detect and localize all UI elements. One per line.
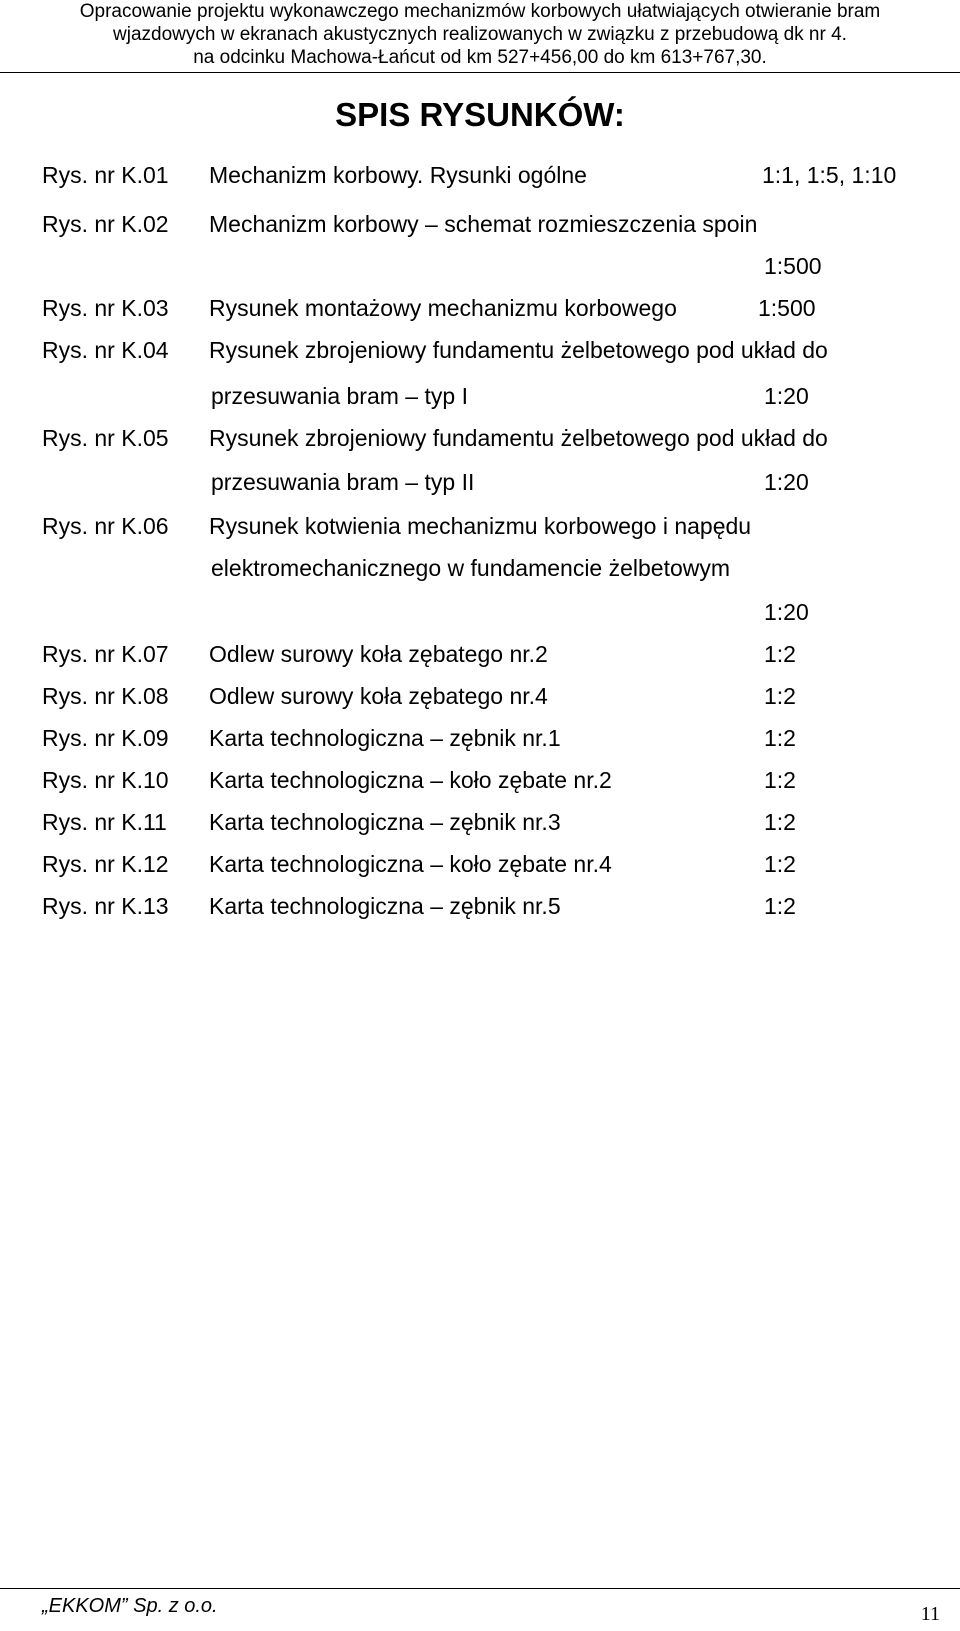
- drawing-ref: Rys. nr K.12: [42, 851, 169, 877]
- page-title: SPIS RYSUNKÓW:: [335, 96, 625, 133]
- drawing-ref: Rys. nr K.10: [42, 767, 169, 793]
- drawing-title-continuation: elektromechanicznego w fundamencie żelbetowym: [211, 555, 731, 581]
- list-item: [42, 209, 922, 239]
- drawing-scale: 1:2: [764, 725, 796, 751]
- drawing-ref: Rys. nr K.03: [42, 295, 169, 321]
- drawing-title: Karta technologiczna – zębnik nr.5: [209, 893, 561, 919]
- drawing-ref: Rys. nr K.09: [42, 725, 169, 751]
- header-line-2: wjazdowych w ekranach akustycznych realizowanych w związku z przebudową dk nr 4.: [113, 24, 847, 45]
- drawing-ref: Rys. nr K.08: [42, 683, 169, 709]
- drawing-title: Karta technologiczna – koło zębate nr.2: [209, 767, 612, 793]
- list-item: [42, 423, 922, 453]
- drawing-ref: Rys. nr K.06: [42, 513, 169, 539]
- drawing-ref: Rys. nr K.02: [42, 211, 169, 237]
- drawing-scale: 1:2: [764, 683, 796, 709]
- drawing-title: Rysunek kotwienia mechanizmu korbowego i napędu: [209, 513, 752, 539]
- drawing-ref: Rys. nr K.07: [42, 641, 169, 667]
- header-line-1: Opracowanie projektu wykonawczego mechanizmów korbowych ułatwiających otwieranie bram: [79, 1, 881, 22]
- list-item-continuation: [42, 381, 922, 411]
- page-footer: [0, 1588, 960, 1631]
- drawing-title-continuation: przesuwania bram – typ II: [211, 469, 475, 495]
- company-name: „EKKOM” Sp. z o.o.: [42, 1595, 218, 1617]
- list-item: [42, 639, 922, 669]
- drawing-title: Mechanizm korbowy – schemat rozmieszczenia spoin: [209, 211, 758, 237]
- drawing-title: Karta technologiczna – koło zębate nr.4: [209, 851, 612, 877]
- drawing-scale: 1:2: [764, 851, 796, 877]
- drawing-scale: 1:20: [764, 383, 809, 409]
- list-item: [42, 160, 922, 190]
- page-header: [0, 0, 960, 73]
- drawing-title: Odlew surowy koła zębatego nr.4: [209, 683, 548, 709]
- drawing-scale: 1:500: [764, 253, 822, 279]
- drawing-scale: 1:20: [764, 469, 809, 495]
- list-item-continuation: [42, 597, 922, 627]
- list-item: [42, 511, 922, 541]
- page-number: 11: [920, 1603, 940, 1625]
- list-item: [42, 891, 922, 921]
- header-line-3: na odcinku Machowa-Łańcut od km 527+456,00 do km 613+767,30.: [193, 47, 767, 68]
- drawing-ref: Rys. nr K.01: [42, 162, 169, 188]
- drawing-scale: 1:1, 1:5, 1:10: [762, 162, 897, 188]
- drawing-title-continuation: przesuwania bram – typ I: [211, 383, 468, 409]
- list-item: [42, 681, 922, 711]
- drawing-title: Karta technologiczna – zębnik nr.1: [209, 725, 561, 751]
- drawing-scale: 1:20: [764, 599, 809, 625]
- drawing-scale: 1:2: [764, 641, 796, 667]
- drawing-ref: Rys. nr K.04: [42, 337, 169, 363]
- drawing-ref: Rys. nr K.11: [42, 809, 167, 835]
- drawing-scale: 1:2: [764, 809, 796, 835]
- drawing-ref: Rys. nr K.13: [42, 893, 169, 919]
- list-item-continuation: [42, 251, 922, 281]
- list-item: [42, 293, 922, 323]
- drawing-ref: Rys. nr K.05: [42, 425, 169, 451]
- list-item-continuation: [42, 553, 922, 583]
- drawing-title: Odlew surowy koła zębatego nr.2: [209, 641, 548, 667]
- list-item: [42, 849, 922, 879]
- drawing-scale: 1:2: [764, 893, 796, 919]
- list-item: [42, 723, 922, 753]
- drawing-title: Karta technologiczna – zębnik nr.3: [209, 809, 561, 835]
- drawing-title: Rysunek zbrojeniowy fundamentu żelbetowego pod układ do: [209, 337, 828, 363]
- drawing-title: Rysunek montażowy mechanizmu korbowego: [209, 295, 677, 321]
- list-item-continuation: [42, 467, 922, 497]
- drawing-title: Rysunek zbrojeniowy fundamentu żelbetowego pod układ do: [209, 425, 828, 451]
- drawing-scale: 1:500: [758, 295, 816, 321]
- list-item: [42, 765, 922, 795]
- drawing-scale: 1:2: [764, 767, 796, 793]
- list-item: [42, 335, 922, 365]
- list-item: [42, 807, 922, 837]
- drawing-title: Mechanizm korbowy. Rysunki ogólne: [209, 162, 587, 188]
